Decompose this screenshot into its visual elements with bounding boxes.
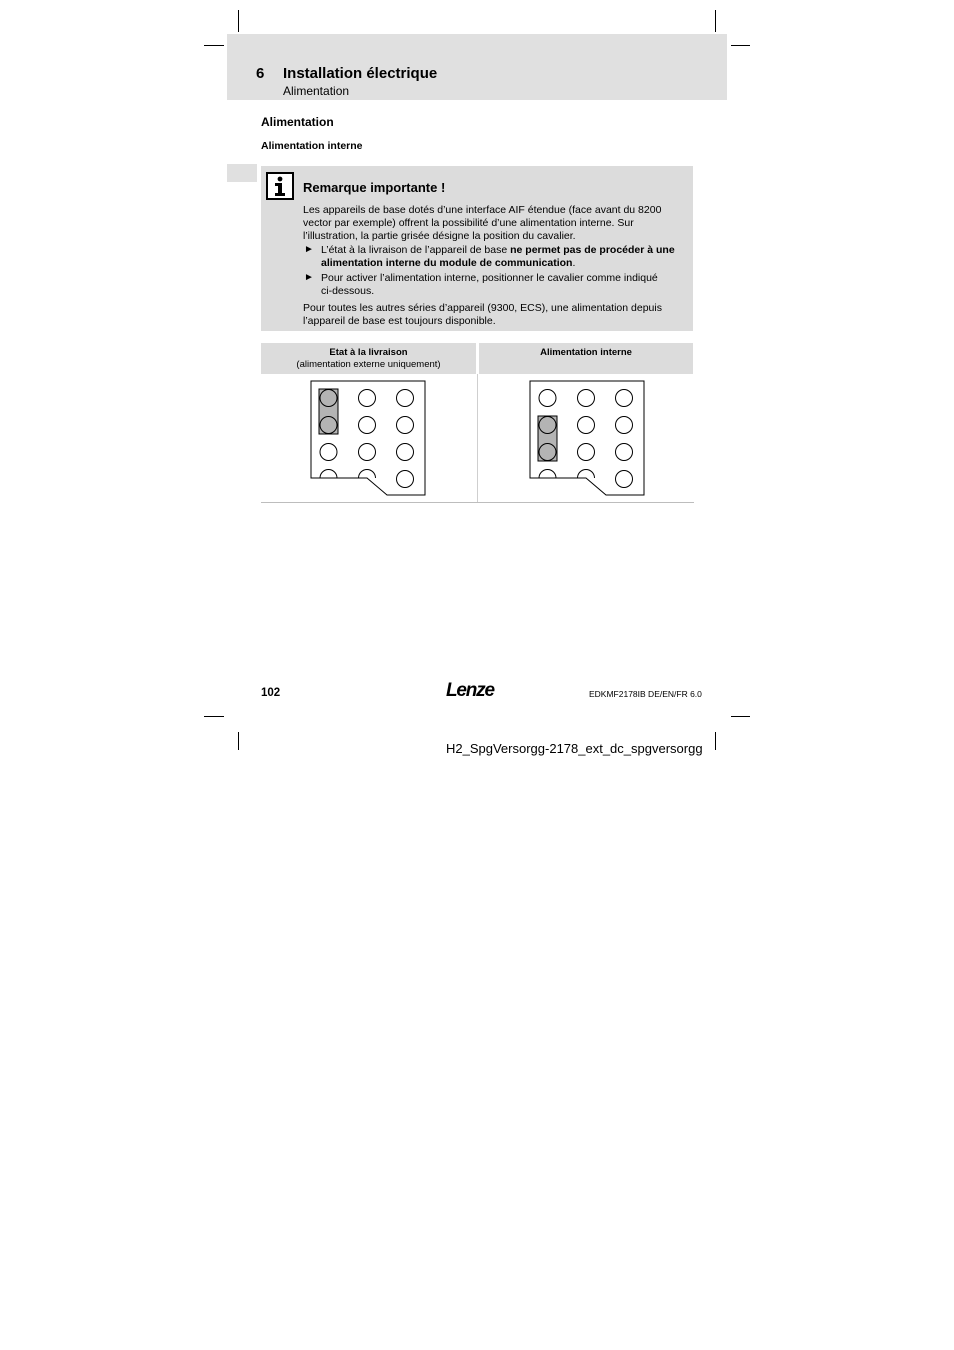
crop-mark-bl-horizontal — [204, 716, 224, 717]
note-text-line: Les appareils de base dotés d’une interface AIF étendue (face avant du 8200 — [303, 204, 662, 216]
margin-tab — [227, 164, 257, 182]
note-text-line: vector par exemple) offrent la possibilité d’une alimentation interne. Sur — [303, 216, 634, 229]
page-number: 102 — [261, 687, 281, 699]
crop-mark-bl-vertical — [238, 732, 239, 750]
note-text-line: Pour toutes les autres séries d’appareil (9300, ECS), une alimentation depuis — [303, 302, 662, 314]
table-header-title: Etat à la livraison — [329, 347, 408, 358]
bullet-text: . — [572, 256, 576, 269]
note-text-line: l’appareil de base est toujours disponible. — [303, 314, 496, 327]
document-code: EDKMF2178IB DE/EN/FR 6.0 — [589, 689, 702, 699]
chapter-number: 6 — [256, 65, 265, 82]
note-bullet-2 — [321, 272, 658, 298]
note-bullet-1 — [321, 244, 675, 270]
info-icon — [266, 172, 294, 200]
bullet-text: L’état à la livraison de l’appareil de base — [321, 244, 511, 256]
section-title: Alimentation — [261, 115, 334, 129]
table-bottom-rule — [261, 502, 694, 503]
note-paragraph-2 — [303, 302, 662, 328]
jumper-diagram-internal — [529, 380, 647, 498]
chapter-subtitle: Alimentation — [283, 84, 350, 98]
jumper-diagram-delivery — [310, 380, 428, 498]
crop-mark-tr-vertical — [715, 10, 716, 32]
crop-mark-tr-horizontal — [731, 45, 750, 46]
bullet-text-bold: alimentation interne du module de communication — [321, 256, 573, 269]
note-text-line: ci-dessous. — [321, 284, 375, 297]
logo-text: Lenze — [446, 680, 494, 701]
bullet-arrow-icon: ► — [304, 244, 314, 255]
crop-mark-br-horizontal — [731, 716, 750, 717]
note-text-line: l’illustration, la partie grisée désigne la position du cavalier. — [303, 229, 576, 242]
table-header-delivery-state — [261, 343, 476, 374]
crop-mark-tl-vertical — [238, 10, 239, 32]
note-heading: Remarque importante ! — [303, 180, 446, 195]
table-column-divider — [477, 374, 478, 502]
file-label: H2_SpgVersorgg-2178_ext_dc_spgversorgg — [446, 741, 703, 756]
chapter-title: Installation électrique — [283, 65, 438, 82]
table-header-title: Alimentation interne — [540, 347, 632, 358]
subsection-title: Alimentation interne — [261, 140, 363, 152]
crop-mark-br-vertical — [715, 732, 716, 750]
note-paragraph-1 — [303, 204, 661, 242]
table-header-internal-supply — [479, 343, 693, 374]
table-header-subtitle: (alimentation externe uniquement) — [296, 358, 441, 370]
note-text-line: Pour activer l’alimentation interne, positionner le cavalier comme indiqué — [321, 272, 658, 284]
note-text-line — [321, 244, 675, 257]
bullet-text-bold: ne permet pas de procéder à une — [510, 244, 675, 256]
note-text-line — [321, 257, 675, 270]
lenze-logo — [446, 679, 504, 701]
bullet-arrow-icon: ► — [304, 272, 314, 283]
crop-mark-tl-horizontal — [204, 45, 224, 46]
